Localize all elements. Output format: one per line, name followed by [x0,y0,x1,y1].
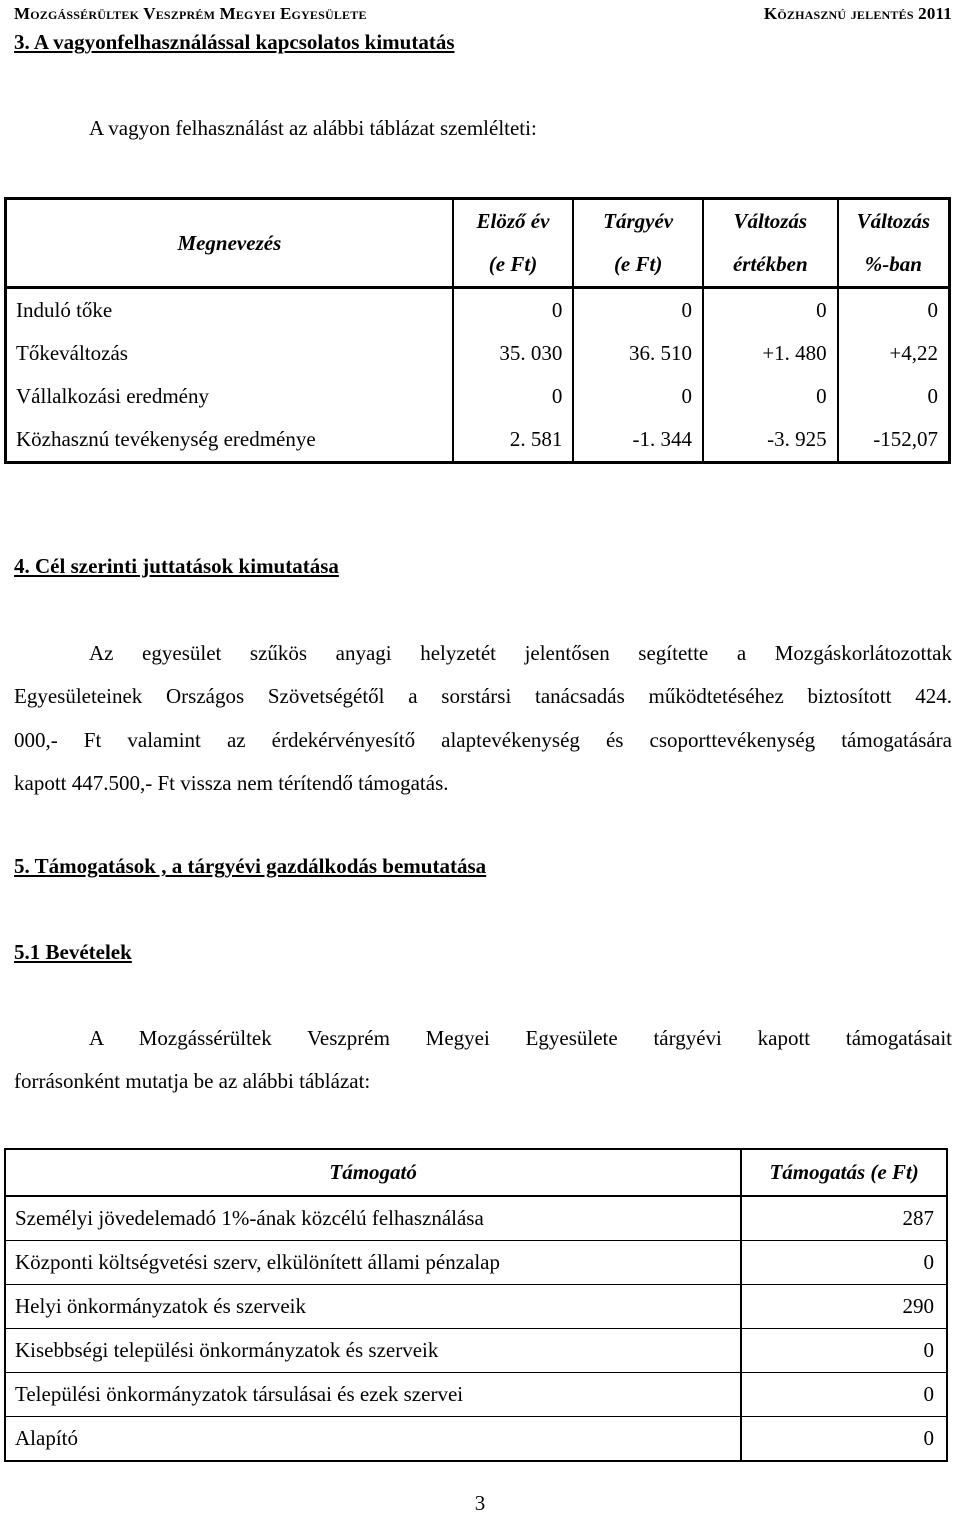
col-header-prev: Elöző év (e Ft) [453,199,574,288]
section51-heading: 5.1 Bevételek [14,940,132,964]
row-amount: 290 [741,1285,947,1329]
row-change: 0 [703,288,838,333]
support-table-header-row [5,1149,947,1196]
page-number: 3 [474,1491,486,1515]
row-supporter: Alapító [5,1417,741,1462]
table-row [5,1196,947,1241]
row-amount: 0 [741,1329,947,1373]
section3-heading: 3. A vagyonfelhasználással kapcsolatos kimutatás [14,30,455,54]
table-row [5,1373,947,1417]
row-amount: 287 [741,1196,947,1241]
row-supporter: Központi költségvetési szerv, elkülönített állami pénzalap [5,1241,741,1285]
section51-line: forrásonként mutatja be az alábbi táblázat: [14,1069,371,1094]
row-name: Közhasznú tevékenység eredménye [6,418,453,463]
row-change: 0 [703,375,838,418]
row-curr: 0 [573,375,703,418]
section4-heading: 4. Cél szerinti juttatások kimutatása [14,554,339,578]
table-row [5,1285,947,1329]
row-amount: 0 [741,1373,947,1417]
row-change: -3. 925 [703,418,838,463]
row-amount: 0 [741,1417,947,1462]
table-row [6,332,950,375]
row-pct: 0 [838,375,950,418]
section51-line: A Mozgássérültek Veszprém Megyei Egyesülete tárgyévi kapott támogatásait [89,1026,952,1050]
support-income-table [4,1148,948,1462]
section5-heading: 5. Támogatások , a tárgyévi gazdálkodás bemutatása [14,854,487,878]
row-pct: 0 [838,288,950,333]
col-header-change-value: Változás értékben [703,199,838,288]
table-row [5,1329,947,1373]
row-amount: 0 [741,1241,947,1285]
row-supporter: Személyi jövedelemadó 1%-ának közcélú felhasználása [5,1196,741,1241]
row-prev: 0 [453,375,574,418]
row-prev: 0 [453,288,574,333]
row-pct: +4,22 [838,332,950,375]
table-row [6,418,950,463]
section4-paragraph [14,632,952,805]
row-name: Induló tőke [6,288,453,333]
row-prev: 2. 581 [453,418,574,463]
col-header-change-pct: Változás %-ban [838,199,950,288]
asset-table-header-row [6,199,950,288]
row-curr: 36. 510 [573,332,703,375]
section4-line: Az egyesület szűkös anyagi helyzetét jelentősen segítette a Mozgáskorlátozottak [89,641,952,665]
row-curr: 0 [573,288,703,333]
section4-line: Egyesületeinek Országos Szövetségétől a sorstársi tanácsadás működtetéséhez biztosított 424. [14,684,952,709]
col-header-curr: Tárgyév (e Ft) [573,199,703,288]
section4-line: kapott 447.500,- Ft vissza nem térítendő támogatás. [14,770,449,795]
col-header-amount: Támogatás (e Ft) [741,1149,947,1196]
col-header-supporter: Támogató [5,1149,741,1196]
asset-usage-table [4,197,951,464]
row-name: Tőkeváltozás [6,332,453,375]
row-supporter: Települési önkormányzatok társulásai és ezek szervei [5,1373,741,1417]
section51-paragraph [14,1017,952,1104]
table-row [5,1417,947,1462]
row-supporter: Kisebbségi települési önkormányzatok és szerveik [5,1329,741,1373]
row-curr: -1. 344 [573,418,703,463]
row-supporter: Helyi önkormányzatok és szerveik [5,1285,741,1329]
section3-intro: A vagyon felhasználást az alábbi táblázat szemlélteti: [89,116,537,140]
row-prev: 35. 030 [453,332,574,375]
col-header-name: Megnevezés [6,199,453,288]
table-row [6,375,950,418]
section4-line: 000,- Ft valamint az érdekérvényesítő alaptevékenység és csoporttevékenység támogatására [14,727,952,752]
row-name: Vállalkozási eredmény [6,375,453,418]
row-change: +1. 480 [703,332,838,375]
table-row [6,288,950,333]
page-header [14,4,952,24]
header-report: Közhasznú jelentés 2011 [763,4,952,23]
row-pct: -152,07 [838,418,950,463]
table-row [5,1241,947,1285]
header-org: Mozgássérültek Veszprém Megyei Egyesülete [14,4,367,23]
